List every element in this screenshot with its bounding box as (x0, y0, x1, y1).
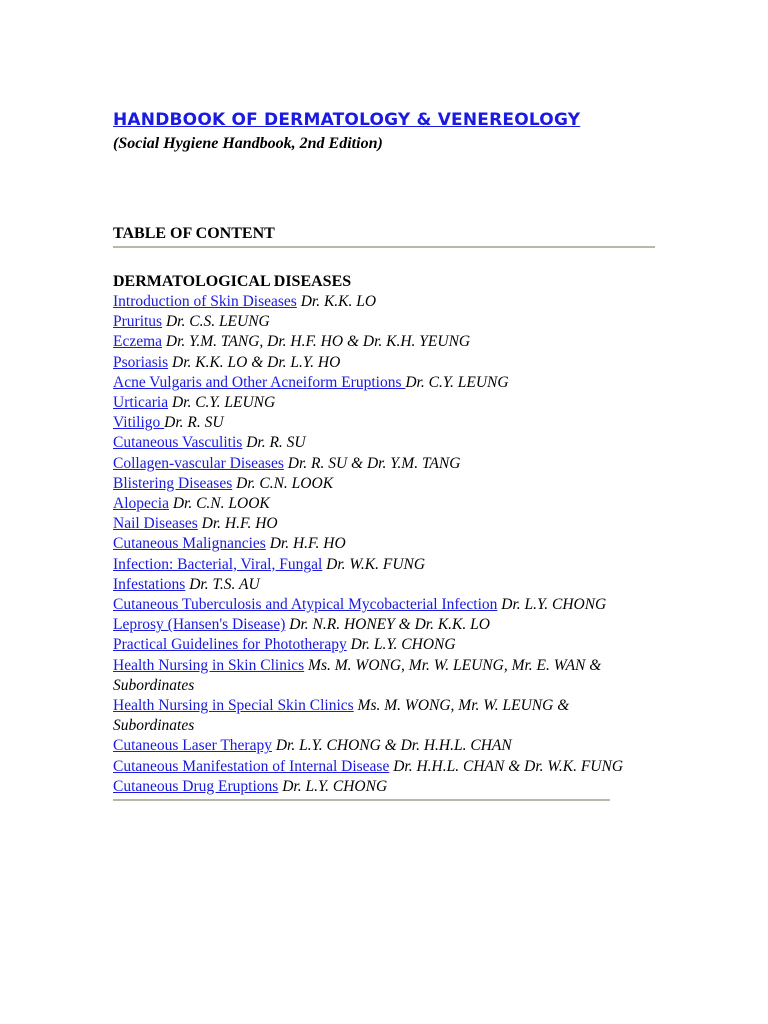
toc-entry-link[interactable]: Health Nursing in Special Skin Clinics (113, 697, 354, 715)
toc-entry (113, 514, 653, 534)
toc-entry-author: Dr. L.Y. CHONG (278, 777, 388, 795)
toc-end-divider (113, 799, 610, 801)
toc-entry-link[interactable]: Introduction of Skin Diseases (113, 293, 297, 310)
toc-entry-link[interactable]: Alopecia (113, 495, 169, 513)
toc-entry-link[interactable]: Health Nursing in Skin Clinics (113, 656, 305, 674)
toc-entry-link[interactable]: Infection: Bacterial, Viral, Fungal (113, 555, 323, 573)
toc-entry (113, 736, 653, 756)
toc-entry (113, 433, 653, 453)
toc-entry-author: Dr. N.R. HONEY & Dr. K.K. LO (285, 616, 490, 634)
toc-heading: TABLE OF CONTENT (113, 225, 275, 242)
toc-divider (113, 246, 655, 248)
toc-entry (113, 353, 653, 373)
toc-entry (113, 292, 653, 312)
toc-entry (113, 635, 653, 655)
document-subtitle: (Social Hygiene Handbook, 2nd Edition) (113, 135, 383, 152)
toc-entry-link[interactable]: Cutaneous Manifestation of Internal Disease (113, 757, 390, 775)
toc-entry-link[interactable]: Cutaneous Vasculitis (113, 434, 243, 452)
toc-entry (113, 393, 653, 413)
toc-entry (113, 474, 653, 494)
toc-entry-link[interactable]: Cutaneous Malignancies (113, 535, 266, 553)
toc-entry-author: Dr. R. SU & Dr. Y.M. TANG (283, 454, 461, 472)
toc-entry-author: Dr. H.H.L. CHAN & Dr. W.K. FUNG (389, 757, 624, 775)
toc-entry (113, 373, 653, 393)
toc-entry-author: Dr. R. SU (242, 434, 306, 452)
toc-entry-author: Dr. Y.M. TANG, Dr. H.F. HO & Dr. K.H. YEUNG (162, 333, 471, 351)
toc-entry-author: Ms. M. WONG, Mr. W. LEUNG, Mr. E. WAN & Subordinates (113, 656, 602, 694)
toc-entry-author: Dr. C.N. LOOK (232, 474, 334, 492)
toc-entry-author: Dr. H.F. HO (265, 535, 346, 553)
toc-entry-link[interactable]: Practical Guidelines for Phototherapy (113, 636, 347, 654)
toc-entry (113, 332, 653, 352)
toc-entry-link[interactable]: Urticaria (113, 394, 169, 412)
toc-entry-list (113, 292, 673, 797)
toc-entry (113, 413, 653, 433)
toc-entry-link[interactable]: Cutaneous Tuberculosis and Atypical Mycobacterial Infection (113, 596, 498, 614)
toc-entry (113, 555, 653, 575)
toc-entry-link[interactable]: Blistering Diseases (113, 474, 233, 492)
toc-entry-author: Dr. C.Y. LEUNG (405, 373, 509, 391)
toc-entry-author: Dr. K.K. LO (296, 293, 377, 310)
toc-entry-link[interactable]: Cutaneous Laser Therapy (113, 737, 272, 755)
toc-entry-author: Dr. C.N. LOOK (168, 495, 270, 513)
toc-entry (113, 615, 653, 635)
toc-entry-link[interactable]: Infestations (113, 575, 186, 593)
toc-entry-link[interactable]: Psoriasis (113, 353, 169, 371)
toc-entry-link[interactable]: Collagen-vascular Diseases (113, 454, 284, 472)
toc-entry-author: Dr. H.F. HO (197, 515, 278, 533)
section-heading: DERMATOLOGICAL DISEASES (113, 273, 352, 290)
toc-entry (113, 312, 653, 332)
toc-entry-author: Ms. M. WONG, Mr. W. LEUNG & Subordinates (113, 697, 570, 735)
toc-entry-author: Dr. R. SU (164, 414, 224, 432)
toc-entry (113, 534, 653, 554)
toc-entry-link[interactable]: Leprosy (Hansen's Disease) (113, 616, 286, 634)
document-title-link[interactable]: HANDBOOK OF DERMATOLOGY & VENEREOLOGY (113, 110, 581, 130)
toc-entry (113, 757, 653, 777)
toc-entry-link[interactable]: Nail Diseases (113, 515, 198, 533)
toc-entry (113, 777, 653, 797)
toc-entry-link[interactable]: Eczema (113, 333, 163, 351)
toc-entry (113, 575, 653, 595)
toc-entry (113, 656, 653, 696)
toc-entry-link[interactable]: Pruritus (113, 313, 163, 331)
toc-entry-link[interactable]: Vitiligo (113, 414, 165, 432)
toc-entry-author: Dr. K.K. LO & Dr. L.Y. HO (168, 353, 341, 371)
toc-entry-author: Dr. L.Y. CHONG (346, 636, 456, 654)
document-page (113, 108, 673, 801)
toc-entry (113, 595, 653, 615)
toc-entry (113, 494, 653, 514)
toc-entry-link[interactable]: Cutaneous Drug Eruptions (113, 777, 279, 795)
toc-entry-author: Dr. C.Y. LEUNG (168, 394, 276, 412)
toc-entry (113, 454, 653, 474)
toc-entry-author: Dr. L.Y. CHONG (497, 596, 607, 614)
toc-entry (113, 696, 653, 736)
toc-entry-link[interactable]: Acne Vulgaris and Other Acneiform Eruptions (113, 373, 406, 391)
toc-entry-author: Dr. L.Y. CHONG & Dr. H.H.L. CHAN (271, 737, 512, 755)
toc-entry-author: Dr. T.S. AU (185, 575, 260, 593)
toc-entry-author: Dr. W.K. FUNG (322, 555, 426, 573)
toc-entry-author: Dr. C.S. LEUNG (162, 313, 270, 331)
